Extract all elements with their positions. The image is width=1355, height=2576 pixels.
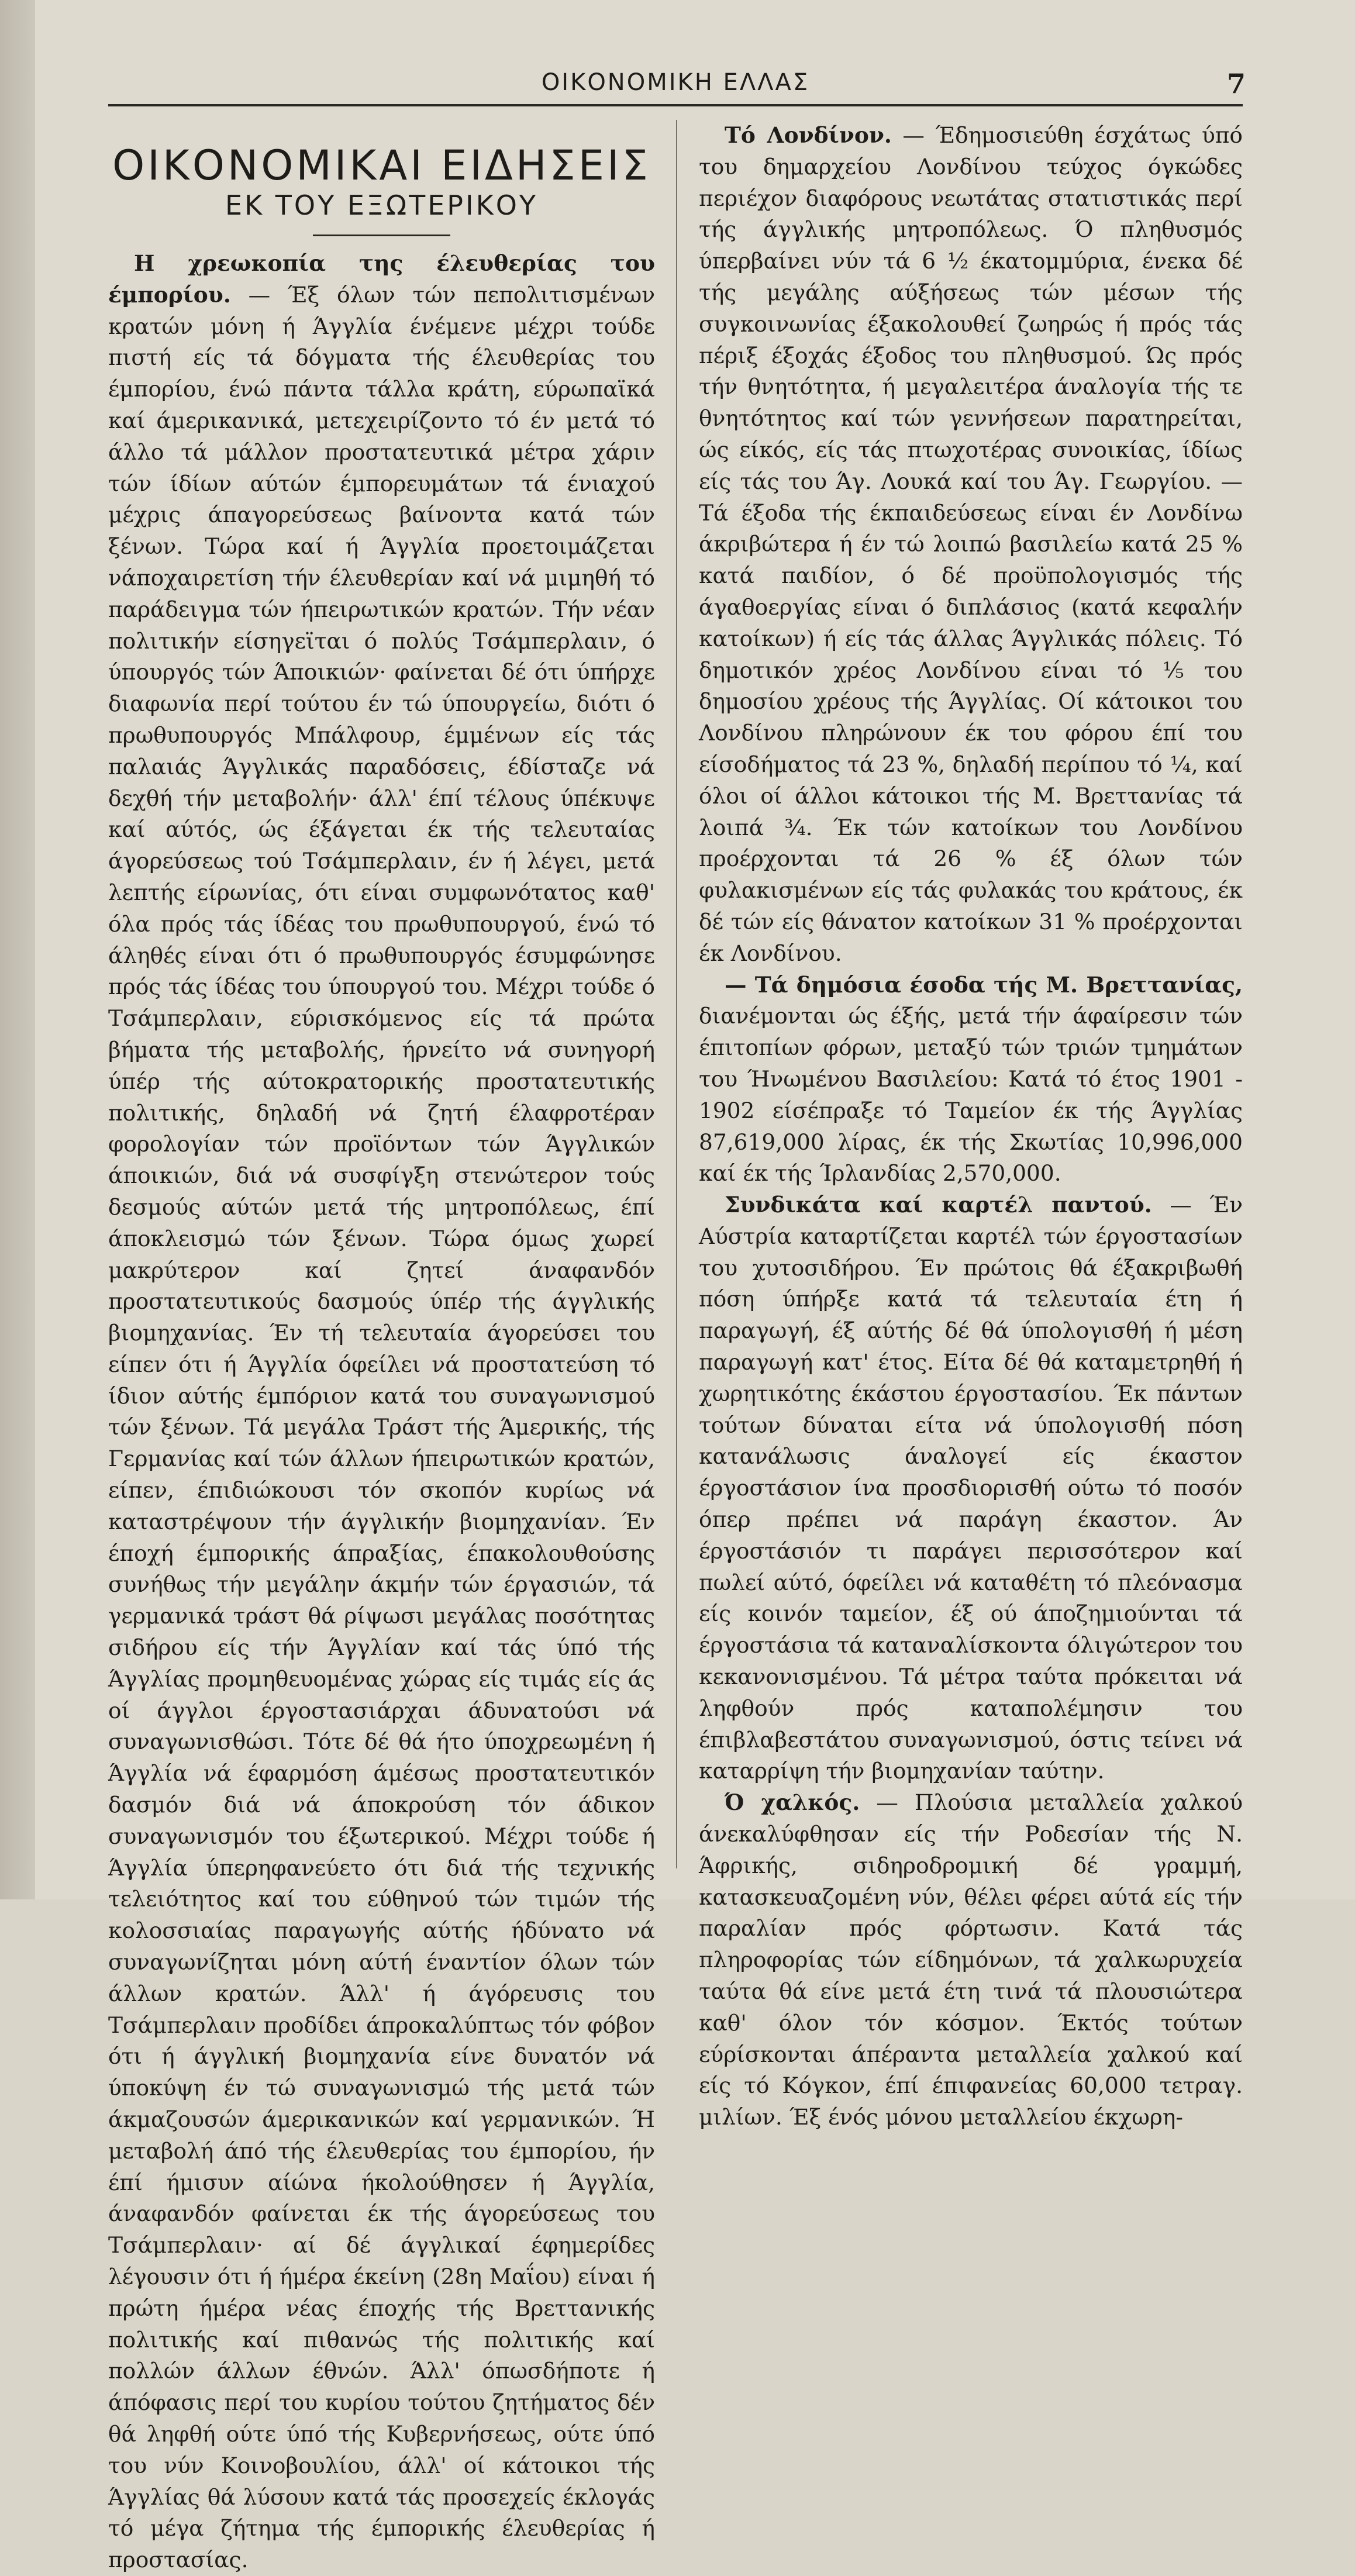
article-body: — Έξ όλων τών πεπολιτισμένων κρατών μόνη ή Άγγλία ένέμενε μέχρι τούδε πιστή είς τά δόγματα τής έλευθερίας του έμπορίου, ένώ πάντα τάλλα κράτη, εύρωπαϊκά καί άμερικανικά, μετεχειρίζοντο τό έν μετά τό άλλο τά μάλλον προστατευτικά μέτρα χάριν τών ίδίων αύτών έμπορευμάτων τά ένιαχού μέχρις άπαγορεύσεως βαίνοντα κατά τών ξένων. Τώρα καί ή Άγγλία προετοιμάζεται νάποχαιρετίση τήν έλευθερίαν καί νά μιμηθή τό παράδειγμα τών ήπειρωτικών κρατών. Τήν νέαν πολιτικήν είσηγεϊται ό πολύς Τσάμπερλαιν, ό ύπουργός τών Άποικιών· φαίνεται δέ ότι ύπήρχε διαφωνία περί τούτου έν τώ ύπουργείω, διότι ό πρωθυπουργός Μπάλφουρ, έμμένων είς τάς παλαιάς Άγγλικάς παραδόσεις, έδίσταζε νά δεχθή τήν μεταβολήν· άλλ' έπί τέλους ύπέκυψε καί αύτός, ώς έξάγεται έκ τής τελευταίας άγορεύσεως τού Τσάμπερλαιν, έν ή λέγει, μετά λεπτής είρωνίας, ότι είναι συμφωνότατος καθ' όλα πρός τάς ίδέας του πρωθυπουργού, ένώ τό άληθές είναι ότι ό πρωθυπουργός έσυμφώνησε πρός τάς ίδέας του ύπουργού του. Μέχρι τούδε ό Τσάμπερλαιν, εύρισκόμενος είς τά πρώτα βήματα τής μεταβολής, ήρνείτο νά συνηγορή ύπέρ τής αύτοκρατορικής προστατευτικής πολιτικής, δηλαδή νά ζητή έλαφροτέραν φορολογίαν τών προϊόντων τών Άγγλικών άποικιών, διά νά συσφίγξη στενώτερον τούς δεσμούς αύτών μετά τής μητροπόλεως, έπί άποκλεισμώ τών ξένων. Τώρα όμως χωρεί μακρύτερον καί ζητεί άναφανδόν προστατευτικούς δασμούς ύπέρ τής άγγλικής βιομηχανίας. Έν τή τελευταία άγορεύσει του είπεν ότι ή Άγγλία όφείλει νά προστατεύση τό ίδιον αύτής έμπόριον κατά του συναγωνισμού τών ξένων. Τά μεγάλα Τράστ τής Άμερικής, τής Γερμανίας καί τών άλλων ήπειρωτικών κρατών, είπεν, έπιδιώκουσι τόν σκοπόν κυρίως νά καταστρέψουν τήν άγγλικήν βιομηχανίαν. Έν έποχή έμπορικής άπραξίας, έπακολουθούσης συνήθως τήν μεγάλην άκμήν τών έργασιών, τά γερμανικά τράστ θά ρίψωσι μεγάλας ποσότητας σιδήρου είς τήν Άγγλίαν καί τάς ύπό τής Άγγλίας προμηθευομένας χώρας είς τιμάς είς άς οί άγγλοι έργοστασιάρχαι άδυνατούσι νά συναγωνισθώσι. Τότε δέ θά ήτο ύποχρεωμένη ή Άγγλία νά έφαρμόση άμέσως προστατευτικόν δασμόν διά νά άποκρούση τόν άδικον συναγωνισμόν του έξωτερικού. Μέχρι τούδε ή Άγγλία ύπερηφανεύετο ότι διά τής τεχνικής τελειότητος καί του εύθηνού τών τιμών τής κολοσσιαίας παραγωγής αύτής ήδύνατο νά συναγωνίζηται μόνη αύτή έναντίον όλων τών άλλων κρατών. Άλλ' ή άγόρευσις του Τσάμπερλαιν προδίδει άπροκαλύπτως τόν φόβον ότι ή άγγλική βιομηχανία είνε δυνατόν νά ύποκύψη έν τώ συναγωνισμώ τής μετά τών άκμαζουσών άμερικανικών καί γερμανικών. Ή μεταβολή άπό τής έλευθερίας του έμπορίου, ήν έπί ήμισυν αίώνα ήκολούθησεν ή Άγγλία, άναφανδόν φαίνεται έκ τής άγορεύσεως του Τσάμπερλαιν· αί δέ άγγλικαί έφημερίδες λέγουσιν ότι ή ήμέρα έκείνη (28η Μαΐου) είναι ή πρώτη ήμέρα νέας έποχής τής Βρεττανικής πολιτικής καί πιθανώς τής πολιτικής καί πολλών άλλων έθνών. Άλλ' όπωσδήποτε ή άπόφασις περί του κυρίου τούτου ζητήματος δέν θά ληφθή ούτε ύπό τής Κυβερνήσεως, ούτε ύπό του νύν Κοινοβουλίου, άλλ' οί κάτοικοι τής Άγγλίας θά λύσουν κατά τάς προσεχείς έκλογάς τό μέγα ζήτημα τής έμπορικής έλευθερίας ή προστασίας. bbox=[108, 281, 655, 2573]
adjacent-page-edge bbox=[0, 0, 35, 1899]
article-revenue bbox=[699, 970, 1243, 1190]
column-separator bbox=[676, 120, 677, 1868]
article-cartel bbox=[699, 1189, 1243, 1787]
article-heading: Ό χαλκός. bbox=[725, 1789, 860, 1816]
article-body: — Έδημοσιεύθη έσχάτως ύπό του δημαρχείου Λονδίνου τεύχος όγκώδες περιέχον διαφόρους νεωτάτας στατιστικάς περί τής άγγλικής μητροπόλεως. Ό πληθυσμός ύπερβαίνει νύν τά 6 ½ έκατομμύρια, ένεκα δέ τής μεγάλης αύξήσεως τών μέσων τής συγκοινωνίας έξακολουθεί ζωηρώς ή πρός τάς πέριξ έξοχάς έξοδος του πληθυσμού. Ώς πρός τήν θνητότητα, ή μεγαλειτέρα άναλογία τής τε θνητότητος καί τών γεννήσεων παρατηρείται, ώς είκός, είς τάς πτωχοτέρας συνοικίας, ίδίως είς τάς του Άγ. Λουκά καί του Άγ. Γεωργίου. — Τά έξοδα τής έκπαιδεύσεως είναι έν Λονδίνω άκριβώτερα ή έν τώ λοιπώ βασιλείω κατά 25 % κατά παιδίον, ό δέ προϋπολογισμός τής άγαθοεργίας είναι ό διπλάσιος (κατά κεφαλήν κατοίκων) ή είς τάς άλλας Άγγλικάς πόλεις. Τό δημοτικόν χρέος Λονδίνου είναι τό ⅕ του δημοσίου χρέους τής Άγγλίας. Οί κάτοικοι του Λονδίνου πληρώνουν έκ του φόρου έπί του είσοδήματος τά 23 %, δηλαδή περίπου τό ¼, καί όλοι οί άλλοι κάτοικοι τής Μ. Βρεττανίας τά λοιπά ¾. Έκ τών κατοίκων του Λονδίνου προέρχονται τά 26 % έξ όλων τών φυλακισμένων είς τάς φυλακάς του κράτους, έκ δέ τών είς θάνατον κατοίκων 31 % προέρχονται έκ Λονδίνου. bbox=[699, 122, 1243, 966]
article-body: — Έν Αύστρία καταρτίζεται καρτέλ τών έργοστασίων του χυτοσιδήρου. Έν πρώτοις θά έξακριβωθή πόση ύπήρξε κατά τά τελευταία έτη ή παραγωγή, έξ αύτής δέ θά ύπολογισθή ή μέση παραγωγή κατ' έτος. Είτα δέ θά καταμετρηθή ή χωρητικότης έκάστου έργοστασίου. Έκ πάντων τούτων δύναται είτα νά ύπολογισθή πόση κατανάλωσις άναλογεί είς έκαστον έργοστάσιον ίνα προσδιορισθή ούτω τό ποσόν όπερ πρέπει νά παράγη έκαστον. Άν έργοστάσιόν τι παράγει περισσότερον καί πωλεί αύτό, όφείλει νά καταθέτη τό πλεόνασμα είς κοινόν ταμείον, έξ ού άποζημιούνται τά έργοστάσια τά καταναλίσκοντα όλιγώτερον του κεκανονισμένου. Τά μέτρα ταύτα πρόκειται νά ληφθούν πρός καταπολέμησιν του έπιβλαβεστάτου συναγωνισμού, όστις τείνει νά καταρρίψη τήν βιομηχανίαν ταύτην. bbox=[699, 1192, 1243, 1784]
article-body: διανέμονται ώς έξής, μετά τήν άφαίρεσιν τών έπιτοπίων φόρων, μεταξύ τών τριών τμημάτων του Ήνωμένου Βασιλείου: Κατά τό έτος 1901 - 1902 είσέπραξε τό Ταμείον έκ τής Άγγλίας 87,619,000 λίρας, έκ τής Σκωτίας 10,996,000 καί έκ τής Ίρλανδίας 2,570,000. bbox=[699, 1003, 1243, 1187]
right-column bbox=[699, 120, 1243, 2133]
article-heading: Συνδικάτα καί καρτέλ παντού. bbox=[725, 1192, 1152, 1218]
article-freedom bbox=[108, 248, 655, 2576]
article-heading: — Τά δημόσια έσοδα τής Μ. Βρεττανίας, bbox=[725, 971, 1243, 998]
article-heading: Η χρεωκοπία της έλευθερίας του έμπορίου. bbox=[108, 250, 655, 308]
section-subtitle: ΕΚ ΤΟΥ ΕΞΩΤΕΡΙΚΟΥ bbox=[225, 189, 539, 221]
article-london bbox=[699, 120, 1243, 970]
journal-title: ΟΙΚΟΝΟΜΙΚΗ ΕΛΛΑΣ bbox=[541, 69, 810, 96]
section-title: ΟΙΚΟΝΟΜΙΚΑΙ ΕΙΔΗΣΕΙΣ bbox=[112, 142, 651, 189]
article-heading: Τό Λονδίνον. bbox=[725, 122, 892, 148]
page-number: 7 bbox=[1226, 68, 1246, 99]
article-body: — Πλούσια μεταλλεία χαλκού άνεκαλύφθησαν είς τήν Ροδεσίαν τής Ν. Άφρικής, σιδηροδρομική δέ γραμμή, κατασκευαζομένη νύν, θέλει φέρει αύτά είς τήν παραλίαν πρός φόρτωσιν. Κατά τάς πληροφορίας τών είδημόνων, τά χαλκωρυχεία ταύτα θά είνε μετά έτη τινά τά πλουσιώτερα καθ' όλον τόν κόσμον. Έκτός τούτων εύρίσκονται άπέραντα μεταλλεία χαλκού καί είς τό Κόγκον, έπί έπιφανείας 60,000 τετραγ. μιλίων. Έξ ένός μόνου μεταλλείου έκχωρη- bbox=[699, 1789, 1243, 2130]
article-copper bbox=[699, 1787, 1243, 2133]
title-rule bbox=[313, 235, 450, 236]
header-rule bbox=[108, 104, 1243, 106]
left-column bbox=[108, 120, 655, 2576]
